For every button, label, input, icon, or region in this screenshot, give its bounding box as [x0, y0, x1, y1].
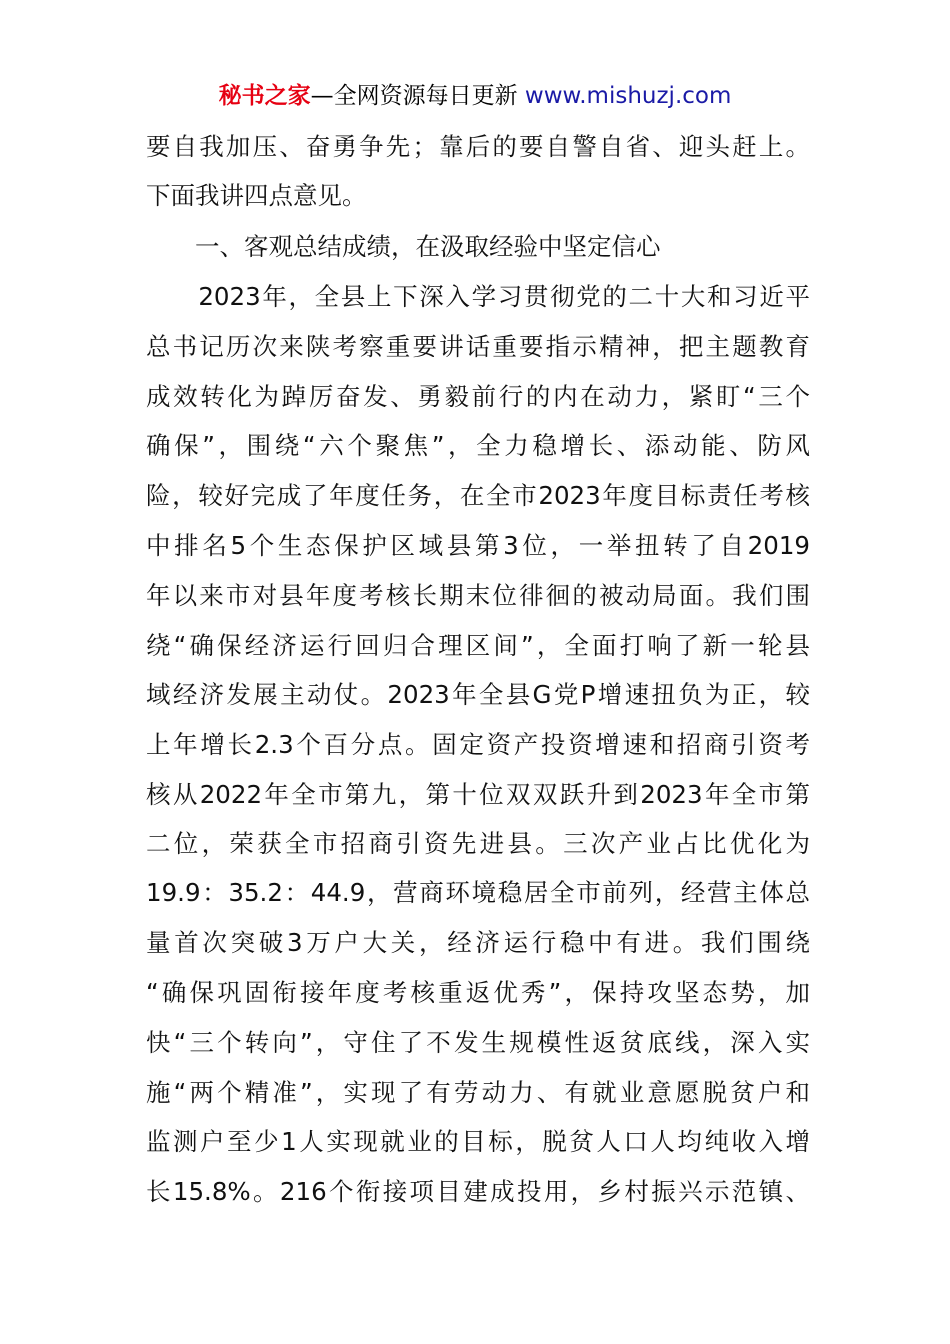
body-line: 长15.8%。216个衔接项目建成投用，乡村振兴示范镇、 — [146, 1177, 810, 1206]
page-header — [0, 80, 950, 112]
body-line: 下面我讲四点意见。 — [146, 181, 367, 210]
body-line: 险，较好完成了年度任务，在全市2023年度目标责任考核 — [146, 481, 810, 510]
header-brand: 秘书之家 — [218, 83, 311, 109]
body-line: 绕“确保经济运行回归合理区间”，全面打响了新一轮县 — [146, 631, 810, 660]
header-url-link[interactable]: www.mishuzj.com — [524, 83, 732, 109]
body-line: 上年增长2.3个百分点。固定资产投资增速和招商引资考 — [146, 730, 810, 759]
body-line: 年以来市对县年度考核长期末位徘徊的被动局面。我们围 — [146, 581, 810, 610]
body-line: 确保”，围绕“六个聚焦”，全力稳增长、添动能、防风 — [146, 431, 810, 460]
body-line: 要自我加压、奋勇争先；靠后的要自警自省、迎头赶上。 — [146, 132, 810, 161]
body-line: 量首次突破3万户大关，经济运行稳中有进。我们围绕 — [146, 928, 810, 957]
body-line: 19.9：35.2：44.9，营商环境稳居全市前列，经营主体总 — [146, 878, 810, 907]
body-line: 监测户至少1人实现就业的目标，脱贫人口人均纯收入增 — [146, 1127, 810, 1156]
section-heading: 一、客观总结成绩，在汲取经验中坚定信心 — [146, 232, 661, 261]
body-line: 2023年，全县上下深入学习贯彻党的二十大和习近平 — [146, 282, 810, 311]
body-line: 成效转化为踔厉奋发、勇毅前行的内在动力，紧盯“三个 — [146, 382, 810, 411]
body-line: 二位，荣获全市招商引资先进县。三次产业占比优化为 — [146, 829, 810, 858]
body-line: 总书记历次来陕考察重要讲话重要指示精神，把主题教育 — [146, 332, 810, 361]
body-line: 快“三个转向”，守住了不发生规模性返贫底线，深入实 — [146, 1028, 810, 1057]
header-slogan: —全网资源每日更新 — [310, 83, 518, 109]
body-line: 中排名5个生态保护区域县第3位，一举扭转了自2019 — [146, 531, 810, 560]
body-line: “确保巩固衔接年度考核重返优秀”，保持攻坚态势，加 — [146, 978, 810, 1007]
body-line: 域经济发展主动仗。2023年全县G党P增速扭负为正，较 — [146, 680, 810, 709]
body-line: 施“两个精准”，实现了有劳动力、有就业意愿脱贫户和 — [146, 1078, 810, 1107]
body-line: 核从2022年全市第九，第十位双双跃升到2023年全市第 — [146, 780, 810, 809]
